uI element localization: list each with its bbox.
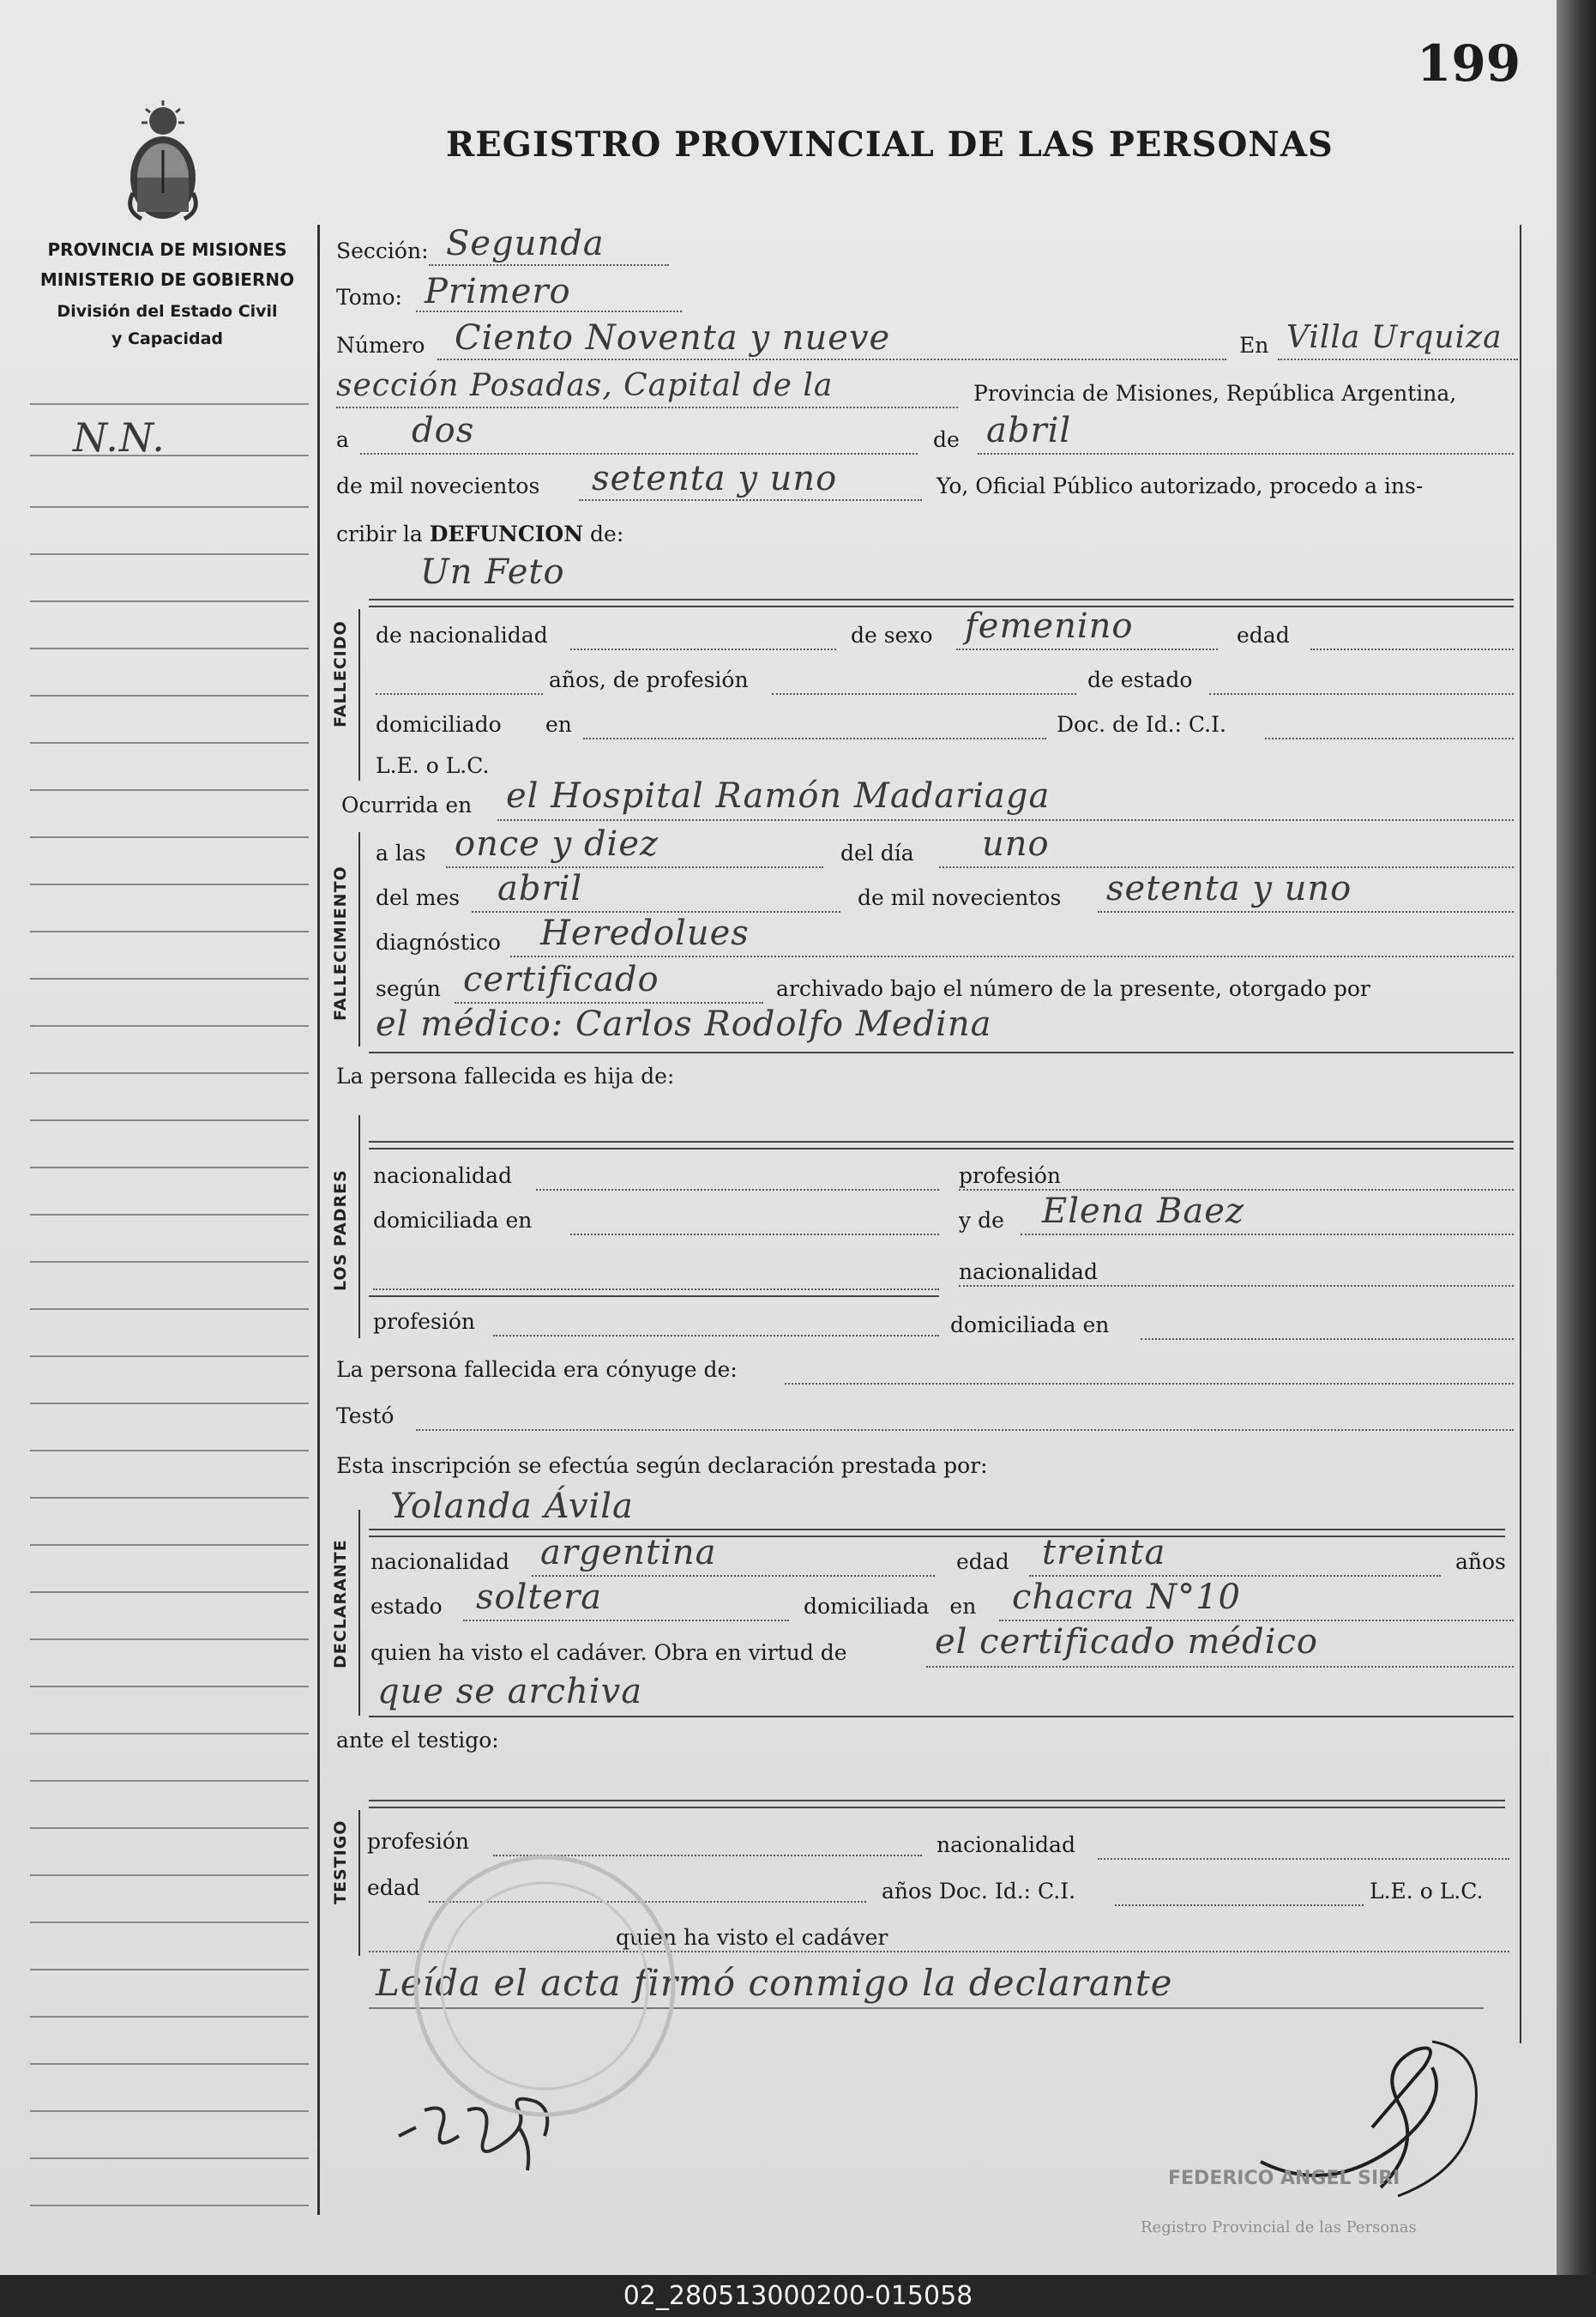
field-line bbox=[579, 499, 922, 501]
label-conyuge: La persona fallecida era cónyuge de: bbox=[336, 1357, 738, 1382]
value-tomo: Primero bbox=[425, 272, 571, 311]
label-doc: Doc. de Id.: C.I. bbox=[1057, 712, 1226, 737]
value-en: Villa Urquiza bbox=[1286, 320, 1503, 355]
label-test-prof: profesión bbox=[367, 1829, 470, 1854]
main-right-border bbox=[1520, 225, 1521, 2043]
value-decl-edad: treinta bbox=[1042, 1533, 1166, 1572]
label-yo: Yo, Oficial Público autorizado, procedo a ins- bbox=[937, 474, 1424, 498]
label-decl-en: en bbox=[949, 1594, 977, 1619]
side-label-padres: LOS PADRES bbox=[331, 1169, 350, 1291]
field-line bbox=[369, 599, 1514, 600]
label-visto: quien ha visto el cadáver. Obra en virtud de bbox=[370, 1640, 847, 1665]
field-line bbox=[1115, 1904, 1364, 1906]
label-padre-nac: nacionalidad bbox=[373, 1163, 512, 1188]
field-line bbox=[570, 1234, 939, 1235]
label-testigo: ante el testigo: bbox=[336, 1728, 499, 1753]
field-line bbox=[429, 264, 669, 266]
side-label-fallecido: FALLECIDO bbox=[331, 620, 350, 727]
value-obra-2: que se archiva bbox=[377, 1672, 643, 1711]
value-anio-muerte: setenta y uno bbox=[1106, 869, 1352, 908]
label-del-dia: del día bbox=[840, 841, 914, 866]
margin-note: N.N. bbox=[73, 414, 166, 461]
declarante-bracket bbox=[358, 1510, 360, 1716]
value-decl-estado: soltera bbox=[476, 1578, 603, 1617]
value-ocurrida: el Hospital Ramón Madariaga bbox=[506, 776, 1051, 816]
field-line bbox=[369, 1800, 1505, 1801]
field-line bbox=[956, 649, 1218, 650]
value-sexo: femenino bbox=[965, 606, 1134, 646]
label-padre-dom: domiciliada en bbox=[373, 1208, 533, 1233]
label-edad: edad bbox=[1237, 623, 1290, 648]
value-decl-dom: chacra N°10 bbox=[1012, 1578, 1241, 1617]
label-de: de bbox=[933, 427, 960, 452]
label-decl-edad: edad bbox=[956, 1549, 1009, 1574]
field-line bbox=[369, 606, 1514, 607]
label-provincia: Provincia de Misiones, República Argentina, bbox=[973, 381, 1457, 406]
org-line-4: y Capacidad bbox=[111, 329, 223, 348]
value-diagnostico: Heredolues bbox=[540, 914, 750, 953]
field-line bbox=[785, 1383, 1514, 1385]
field-line bbox=[437, 359, 1226, 360]
field-line bbox=[369, 1052, 1514, 1053]
value-dia-muerte: uno bbox=[982, 824, 1050, 864]
label-cribir: cribir la bbox=[336, 522, 423, 546]
org-line-2: MINISTERIO DE GOBIERNO bbox=[39, 269, 295, 290]
fallecido-bracket bbox=[358, 609, 360, 781]
stamp-office: Registro Provincial de las Personas bbox=[1141, 2218, 1417, 2236]
round-stamp bbox=[403, 1844, 686, 2127]
value-hora: once y diez bbox=[455, 824, 659, 864]
value-mes: abril bbox=[986, 411, 1072, 450]
page-edge bbox=[1557, 0, 1596, 2275]
field-line bbox=[369, 1529, 1505, 1530]
field-line bbox=[493, 1335, 939, 1336]
label-padre-prof: profesión bbox=[373, 1309, 476, 1334]
value-anio: setenta y uno bbox=[592, 459, 838, 498]
field-line bbox=[446, 866, 823, 868]
footer-id-bar bbox=[0, 2275, 1596, 2317]
value-lugar: sección Posadas, Capital de la bbox=[336, 368, 834, 403]
label-numero: Número bbox=[336, 333, 425, 358]
main-left-border bbox=[317, 225, 320, 2215]
label-sexo: de sexo bbox=[851, 623, 933, 648]
field-line bbox=[1278, 359, 1518, 360]
label-decl-anos: años bbox=[1455, 1549, 1506, 1574]
field-line bbox=[959, 1189, 1514, 1191]
field-line bbox=[463, 1620, 789, 1621]
field-line bbox=[772, 693, 1076, 695]
field-line bbox=[570, 649, 836, 650]
field-line bbox=[497, 819, 1514, 821]
org-line-3: División del Estado Civil bbox=[57, 302, 278, 321]
label-del-mes: del mes bbox=[376, 885, 461, 910]
field-line bbox=[510, 956, 1514, 957]
label-a: a bbox=[336, 427, 349, 452]
value-obra: el certificado médico bbox=[935, 1622, 1318, 1662]
field-line bbox=[369, 1536, 1505, 1537]
field-line bbox=[1209, 693, 1514, 695]
label-hija: La persona fallecida es hija de: bbox=[336, 1064, 675, 1089]
padres-bracket bbox=[358, 1115, 360, 1338]
label-en-dom: en bbox=[545, 712, 572, 737]
label-testo: Testó bbox=[336, 1403, 394, 1428]
value-mes-muerte: abril bbox=[497, 869, 583, 908]
value-seccion: Segunda bbox=[446, 224, 605, 263]
label-estado: de estado bbox=[1087, 667, 1193, 692]
value-medico: el médico: Carlos Rodolfo Medina bbox=[376, 1005, 992, 1044]
label-madre-dom: domiciliada en bbox=[950, 1312, 1110, 1337]
field-line bbox=[536, 1189, 939, 1191]
value-declarante: Yolanda Ávila bbox=[390, 1487, 634, 1526]
page-title: REGISTRO PROVINCIAL DE LAS PERSONAS bbox=[446, 124, 1334, 165]
field-line bbox=[926, 1666, 1514, 1668]
label-ocurrida: Ocurrida en bbox=[341, 793, 473, 818]
field-line bbox=[369, 1807, 1505, 1808]
field-line bbox=[978, 453, 1514, 455]
label-test-nac: nacionalidad bbox=[937, 1832, 1075, 1857]
field-line bbox=[472, 911, 840, 913]
field-line bbox=[369, 1295, 939, 1297]
label-en: En bbox=[1239, 333, 1269, 358]
label-inscripcion: Esta inscripción se efectúa según declaración prestada por: bbox=[336, 1453, 988, 1478]
label-test-anos: años Doc. Id.: C.I. bbox=[882, 1879, 1076, 1904]
label-tomo: Tomo: bbox=[336, 285, 402, 310]
label-test-le: L.E. o L.C. bbox=[1370, 1879, 1484, 1904]
field-line bbox=[999, 1620, 1514, 1621]
stamp-name: FEDERICO ANGEL SIRI bbox=[1168, 2168, 1400, 2189]
page-number: 199 bbox=[1417, 34, 1521, 93]
field-line bbox=[959, 1285, 1514, 1287]
label-seccion: Sección: bbox=[336, 238, 429, 263]
label-diagnostico: diagnóstico bbox=[376, 930, 501, 955]
fallecimiento-bracket bbox=[358, 832, 360, 1047]
label-decl-dom-row bbox=[804, 1594, 976, 1620]
field-line bbox=[416, 1429, 1514, 1431]
value-leida: Leída el acta firmó conmigo la declarante bbox=[376, 1962, 1173, 2004]
field-line bbox=[1141, 1338, 1514, 1340]
field-line bbox=[583, 738, 1046, 739]
label-y-de: y de bbox=[959, 1208, 1004, 1233]
label-segun: según bbox=[376, 976, 441, 1001]
label-le-lc: L.E. o L.C. bbox=[376, 753, 490, 778]
label-decl-estado: estado bbox=[370, 1594, 443, 1619]
label-de-mil-2: de mil novecientos bbox=[858, 885, 1062, 910]
field-line bbox=[1098, 911, 1514, 913]
field-line bbox=[369, 1716, 1514, 1717]
footer-id: 02_280513000200-015058 bbox=[623, 2281, 973, 2311]
value-decl-nac: argentina bbox=[540, 1533, 717, 1572]
label-madre-nac: nacionalidad bbox=[959, 1259, 1098, 1284]
value-dia: dos bbox=[412, 411, 475, 450]
label-cribir-row bbox=[336, 522, 623, 547]
label-a-las: a las bbox=[376, 841, 426, 866]
field-line bbox=[336, 407, 958, 408]
label-nacionalidad: de nacionalidad bbox=[376, 623, 548, 648]
value-numero: Ciento Noventa y nueve bbox=[455, 318, 891, 358]
label-archivado: archivado bajo el número de la presente, otorgado por bbox=[776, 976, 1370, 1001]
field-line bbox=[1265, 738, 1514, 739]
label-anos-profesion: años, de profesión bbox=[549, 667, 749, 692]
side-label-fallecimiento: FALLECIMIENTO bbox=[331, 866, 350, 1021]
value-madre: Elena Baez bbox=[1042, 1192, 1244, 1231]
testigo-bracket bbox=[358, 1810, 360, 1956]
label-defuncion: DEFUNCION bbox=[429, 522, 584, 546]
field-line bbox=[939, 866, 1514, 868]
label-de-mil: de mil novecientos bbox=[336, 474, 540, 498]
field-line bbox=[1098, 1858, 1509, 1860]
label-decl-nac: nacionalidad bbox=[370, 1549, 509, 1574]
label-test-visto: quien ha visto el cadáver bbox=[616, 1925, 888, 1950]
field-line bbox=[360, 453, 918, 455]
field-line bbox=[369, 1141, 1514, 1143]
coat-of-arms-icon bbox=[116, 99, 210, 227]
value-nombre: Un Feto bbox=[420, 552, 565, 592]
label-madre-prof: profesión bbox=[959, 1163, 1062, 1188]
label-de-colon: de: bbox=[590, 522, 624, 546]
field-line bbox=[1021, 1234, 1514, 1235]
label-domiciliado: domiciliado bbox=[376, 712, 502, 737]
label-test-edad: edad bbox=[367, 1875, 420, 1900]
field-line bbox=[1310, 649, 1514, 650]
field-line bbox=[373, 1288, 939, 1290]
field-line bbox=[455, 1002, 763, 1004]
side-label-testigo: TESTIGO bbox=[331, 1819, 350, 1904]
value-segun: certificado bbox=[463, 960, 659, 999]
field-line bbox=[1029, 1575, 1441, 1577]
org-line-1: PROVINCIA DE MISIONES bbox=[47, 239, 287, 260]
label-decl-dom: domiciliada bbox=[804, 1594, 930, 1619]
side-label-declarante: DECLARANTE bbox=[331, 1539, 350, 1668]
field-line bbox=[369, 1148, 1514, 1149]
field-line bbox=[532, 1575, 935, 1577]
field-line bbox=[376, 693, 543, 695]
